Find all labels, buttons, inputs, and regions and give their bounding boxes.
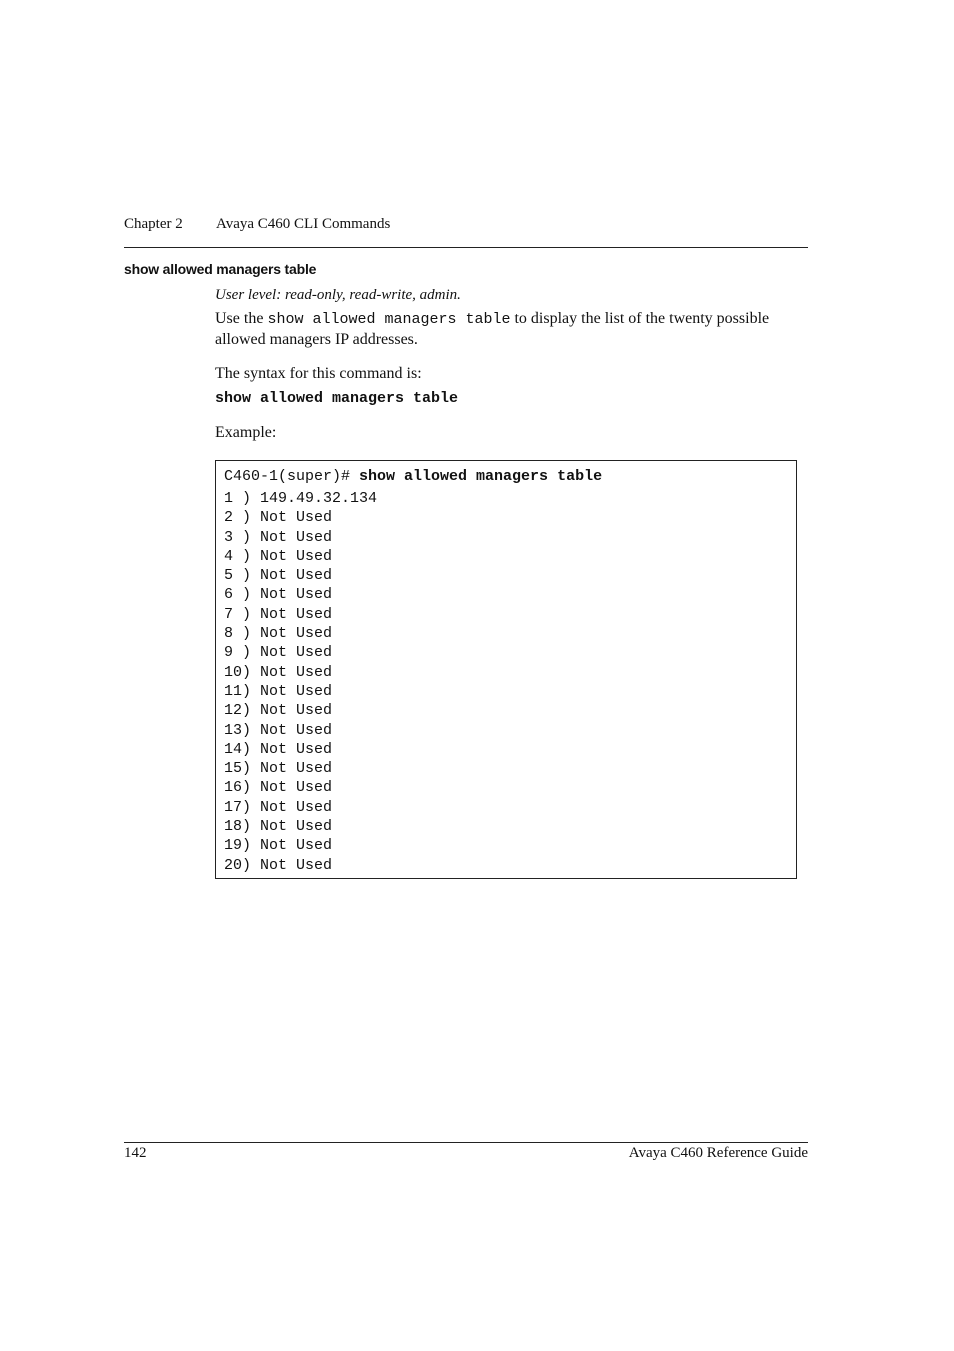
output-row: 9 ) Not Used bbox=[224, 644, 333, 662]
output-row: 18) Not Used bbox=[224, 818, 333, 836]
intro-suffix: to display the list of the twenty possible allowed managers IP addresses. bbox=[215, 310, 770, 348]
output-row: 2 ) Not Used bbox=[224, 509, 333, 527]
output-row: 4 ) Not Used bbox=[224, 547, 333, 565]
example-prompt: C460-1(super)# bbox=[224, 468, 360, 485]
user-level-note: User level: read-only, read-write, admin. bbox=[215, 287, 461, 303]
output-row: 10) Not Used bbox=[224, 663, 333, 681]
syntax-intro: The syntax for this command is: bbox=[215, 365, 422, 382]
output-row: 12) Not Used bbox=[224, 702, 333, 720]
output-row: 5 ) Not Used bbox=[224, 567, 333, 585]
output-row: 11) Not Used bbox=[224, 682, 333, 700]
section-heading: show allowed managers table bbox=[124, 261, 317, 277]
page-header bbox=[124, 216, 808, 248]
output-row: 7 ) Not Used bbox=[224, 605, 333, 623]
output-row: 1 ) 149.49.32.134 bbox=[224, 490, 378, 507]
example-command: show allowed managers table bbox=[359, 468, 603, 485]
output-row: 6 ) Not Used bbox=[224, 586, 333, 604]
output-row: 14) Not Used bbox=[224, 740, 333, 758]
output-row: 16) Not Used bbox=[224, 779, 333, 797]
chapter-number: Chapter 2 bbox=[124, 216, 183, 232]
output-row: 3 ) Not Used bbox=[224, 528, 333, 546]
intro-paragraph bbox=[215, 309, 785, 350]
example-output-list bbox=[224, 489, 377, 875]
output-row: 17) Not Used bbox=[224, 798, 333, 816]
output-row: 15) Not Used bbox=[224, 760, 333, 778]
page-number: 142 bbox=[124, 1145, 147, 1161]
output-row: 19) Not Used bbox=[224, 837, 333, 855]
intro-prefix: Use the bbox=[215, 310, 268, 327]
syntax-command: show allowed managers table bbox=[215, 390, 459, 407]
output-row: 20) Not Used bbox=[224, 856, 333, 874]
example-output-box bbox=[215, 460, 797, 879]
output-row: 13) Not Used bbox=[224, 721, 333, 739]
page-footer bbox=[124, 1142, 808, 1161]
guide-title: Avaya C460 Reference Guide bbox=[628, 1145, 808, 1161]
example-prompt-line bbox=[224, 467, 602, 486]
intro-command: show allowed managers table bbox=[267, 311, 511, 328]
output-row: 8 ) Not Used bbox=[224, 625, 333, 643]
example-label: Example: bbox=[215, 424, 277, 441]
chapter-title: Avaya C460 CLI Commands bbox=[216, 216, 391, 232]
